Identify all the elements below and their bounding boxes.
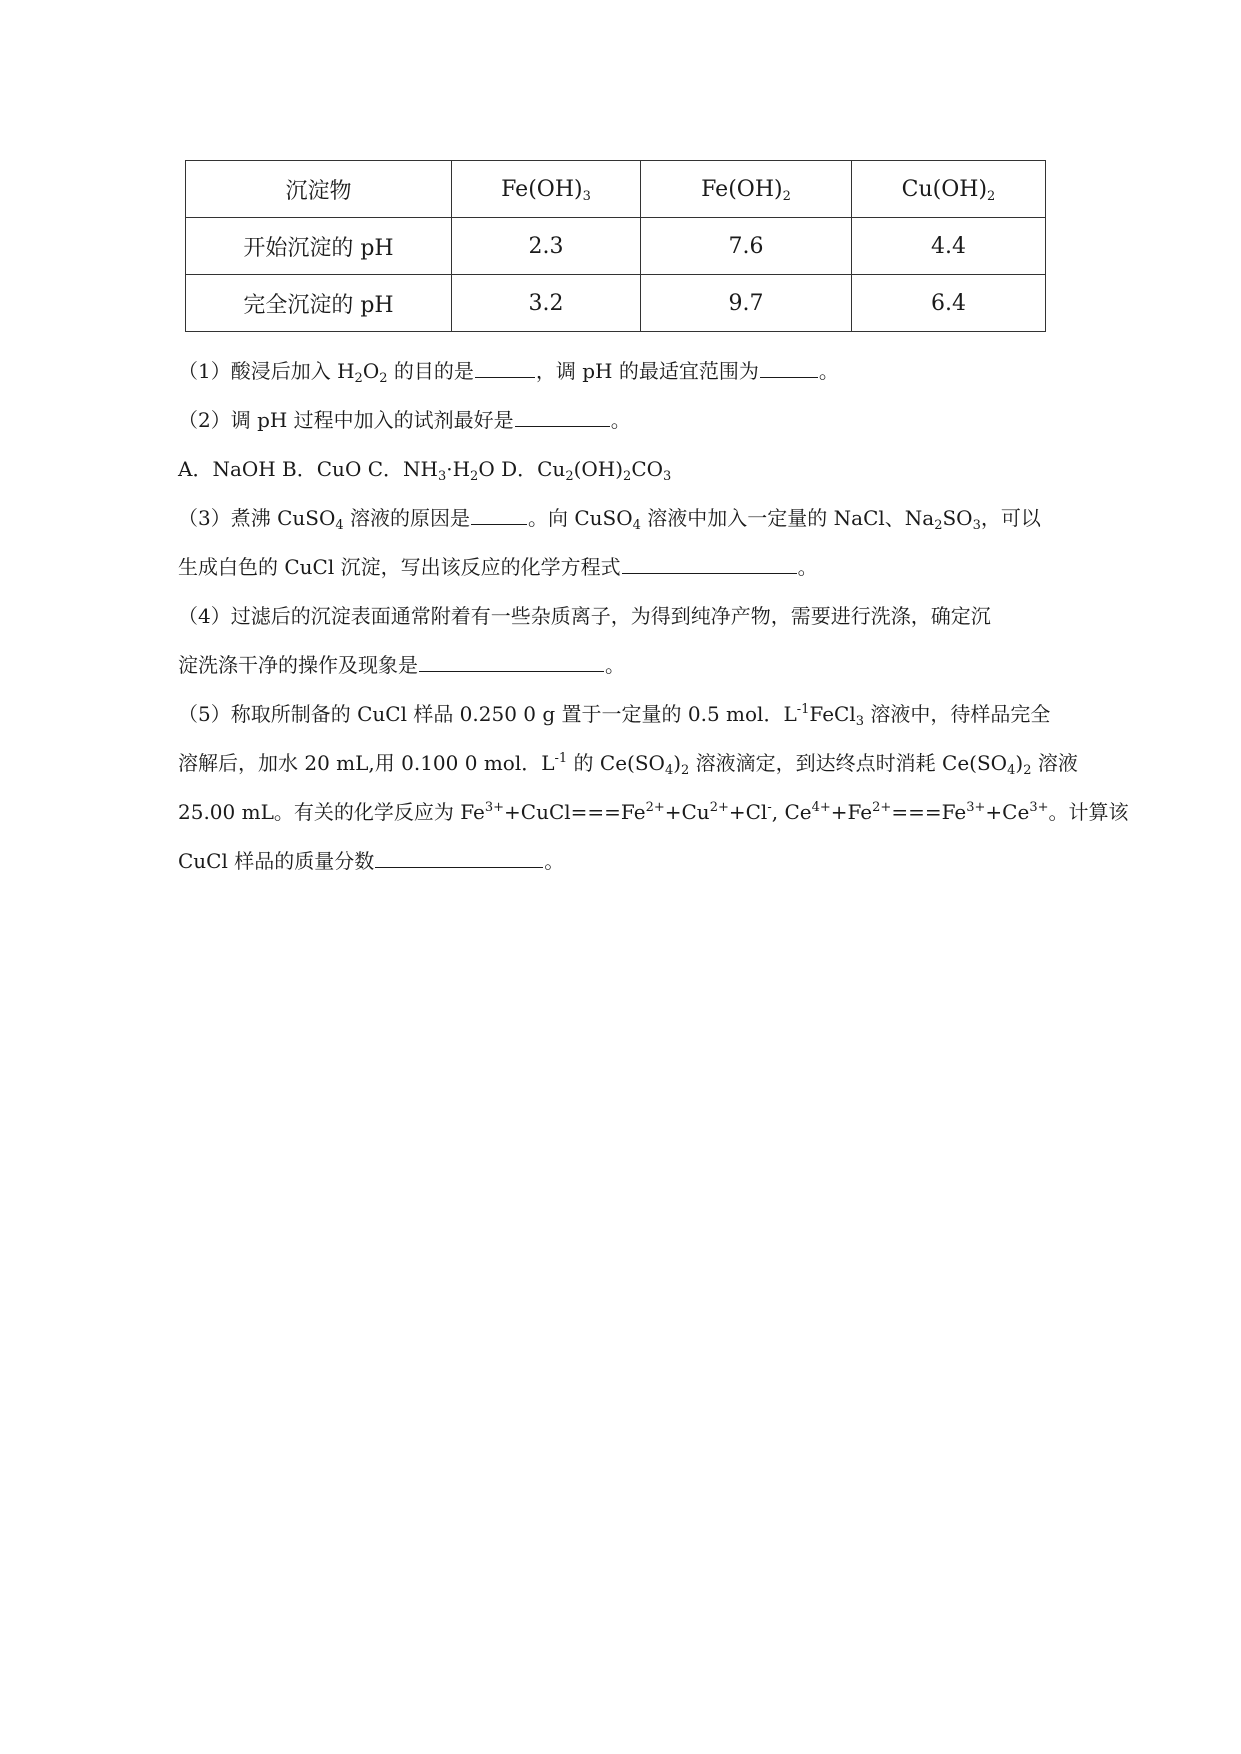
q5-text: 的 Ce(SO (567, 751, 665, 775)
precipitation-ph-table (185, 160, 1046, 332)
subscript: 2 (934, 518, 943, 533)
superscript: 3+ (1029, 800, 1049, 815)
options-text: ·H (446, 457, 471, 481)
q5-text: ) (1015, 751, 1024, 775)
answer-blank[interactable] (419, 651, 604, 672)
q5-text: 25.00 mL。有关的化学反应为 Fe (178, 800, 485, 824)
answer-blank[interactable] (475, 357, 535, 378)
superscript: 2+ (709, 800, 729, 815)
question-2 (178, 396, 1078, 445)
q5-text: 。计算该 (1048, 800, 1129, 824)
q4-text: 。 (605, 653, 625, 677)
options-text: A．NaOH B．CuO C．NH (178, 457, 438, 481)
answer-blank[interactable] (760, 357, 818, 378)
table-cell: 9.7 (641, 275, 852, 332)
answer-blank[interactable] (515, 406, 610, 427)
table-cell: 4.4 (852, 218, 1046, 275)
question-5-line-3 (178, 788, 1129, 837)
q3-text: 溶液的原因是 (343, 506, 471, 530)
table-cell: 6.4 (852, 275, 1046, 332)
q5-text: +Cu (664, 800, 710, 824)
subscript: 2 (379, 371, 388, 386)
answer-options (178, 445, 1078, 494)
subscript: 4 (1007, 763, 1016, 778)
table-cell: 7.6 (641, 218, 852, 275)
q3-text: （3）煮沸 CuSO (178, 506, 336, 530)
q1-text: （1）酸浸后加入 H (178, 359, 355, 383)
q3-text: 生成白色的 CuCl 沉淀，写出该反应的化学方程式 (178, 555, 621, 579)
q3-text: ，可以 (980, 506, 1041, 530)
q5-text: +CuCl===Fe (504, 800, 646, 824)
row-label: 开始沉淀的 pH (186, 218, 452, 275)
table-row (186, 218, 1046, 275)
options-text: (OH) (573, 457, 624, 481)
subscript: 3 (972, 518, 981, 533)
q5-text: 溶液滴定，到达终点时消耗 Ce(SO (689, 751, 1008, 775)
subscript: 2 (565, 469, 574, 484)
table-header-cell: $Cu(OH)_2$ (852, 161, 1046, 218)
subscript: 4 (632, 518, 641, 533)
q1-text: ，调 pH 的最适宜范围为 (535, 359, 759, 383)
q4-text: （4）过滤后的沉淀表面通常附着有一些杂质离子，为得到纯净产物，需要进行洗涤，确定沉 (178, 604, 991, 628)
q5-text: 溶解后，加水 20 mL,用 0.100 0 mol．L (178, 751, 555, 775)
superscript: -1 (796, 702, 810, 717)
superscript: 4+ (811, 800, 831, 815)
q5-text: 溶液中，待样品完全 (864, 702, 1051, 726)
subscript: 2 (354, 371, 363, 386)
q5-text: CuCl 样品的质量分数 (178, 849, 375, 873)
q5-text: 溶液 (1031, 751, 1078, 775)
options-text: CO (631, 457, 664, 481)
q5-text: ) (673, 751, 682, 775)
superscript: 3+ (484, 800, 505, 815)
question-4-line-1 (178, 592, 1078, 641)
table-cell: 2.3 (452, 218, 641, 275)
options-text: O D．Cu (478, 457, 566, 481)
table-header-row (186, 161, 1046, 218)
superscript: 2+ (645, 800, 665, 815)
q3-text: SO (942, 506, 973, 530)
subscript: 2 (1023, 763, 1032, 778)
q3-text: 。向 CuSO (528, 506, 633, 530)
subscript: 4 (664, 763, 674, 778)
q5-text: FeCl (809, 702, 856, 726)
question-3-line-2 (178, 543, 1078, 592)
q5-text: （5）称取所制备的 CuCl 样品 0.250 0 g 置于一定量的 0.5 mol．L (178, 702, 797, 726)
question-3-line-1 (178, 494, 1078, 543)
q5-text: ===Fe (891, 800, 967, 824)
q1-text: 的目的是 (387, 359, 474, 383)
subscript: 4 (335, 518, 344, 533)
table-row (186, 275, 1046, 332)
question-5-line-4 (178, 837, 1078, 886)
table-header-cell: 沉淀物 (186, 161, 452, 218)
q5-text: 。 (544, 849, 565, 873)
question-5-line-2 (178, 739, 1078, 788)
row-label: 完全沉淀的 pH (186, 275, 452, 332)
subscript: 3 (663, 469, 672, 484)
table-header-cell: $Fe(OH)_3$ (452, 161, 641, 218)
superscript: - (767, 800, 772, 815)
superscript: 2+ (872, 800, 892, 815)
subscript: 2 (470, 469, 479, 484)
q3-text: 。 (797, 555, 818, 579)
table-header-cell: $Fe(OH)_2$ (641, 161, 852, 218)
table-cell: 3.2 (452, 275, 641, 332)
subscript: 3 (437, 469, 447, 484)
subscript: 3 (855, 714, 865, 729)
superscript: -1 (554, 751, 568, 766)
subscript: 2 (681, 763, 690, 778)
q5-text: +Ce (985, 800, 1030, 824)
q5-text: +Cl (728, 800, 768, 824)
answer-blank[interactable] (622, 553, 797, 574)
q5-text: , Ce (771, 800, 812, 824)
answer-blank[interactable] (375, 847, 543, 868)
answer-blank[interactable] (471, 504, 527, 525)
q4-text: 淀洗涤干净的操作及现象是 (178, 653, 418, 677)
question-4-line-2 (178, 641, 1078, 690)
q1-text: O (362, 359, 380, 383)
subscript: 2 (623, 469, 632, 484)
q3-text: 溶液中加入一定量的 NaCl、Na (640, 506, 935, 530)
question-1 (178, 347, 1078, 396)
question-5-line-1 (178, 690, 1078, 739)
q1-text: 。 (818, 359, 839, 383)
superscript: 3+ (966, 800, 986, 815)
q2-text: 。 (610, 408, 631, 432)
q2-text: （2）调 pH 过程中加入的试剂最好是 (178, 408, 514, 432)
q5-text: +Fe (830, 800, 873, 824)
